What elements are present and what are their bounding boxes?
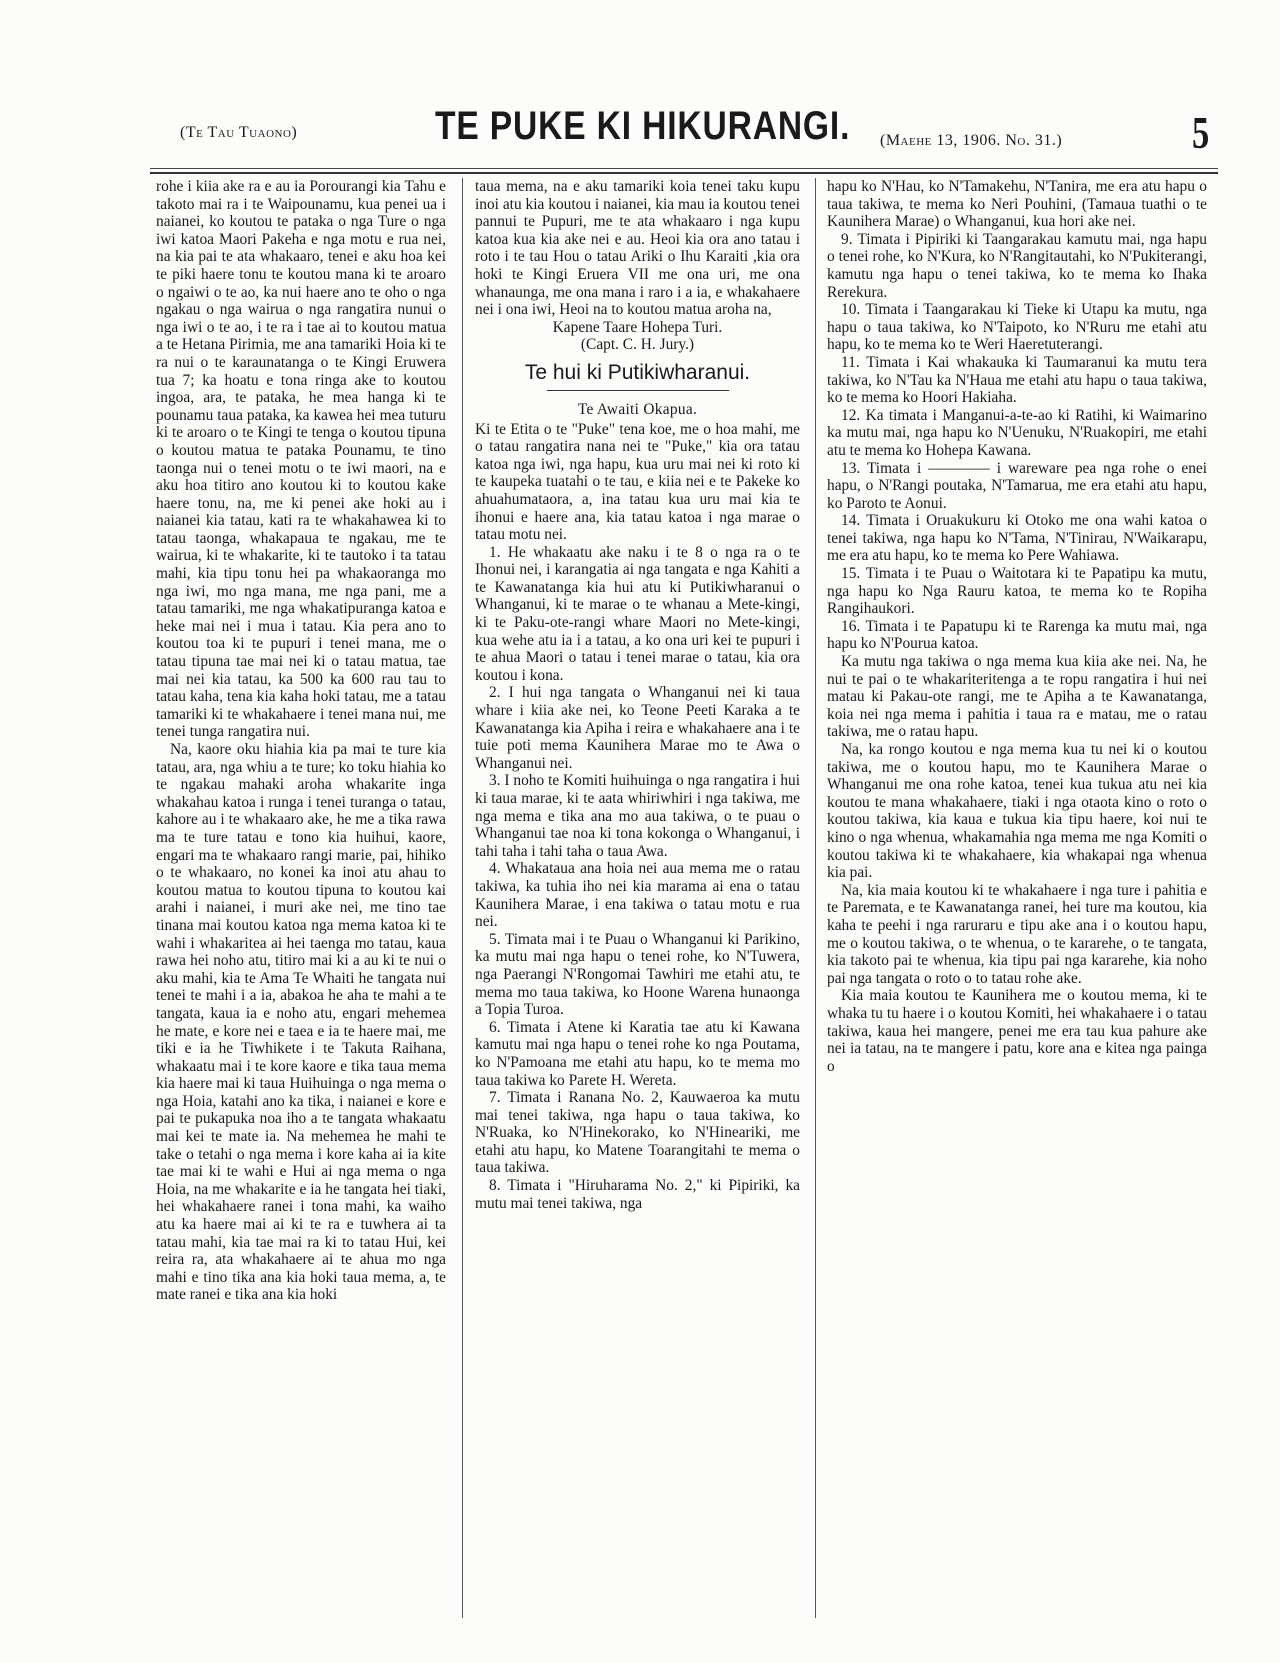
article-subheading: Te Awaiti Okapua. (577, 400, 698, 418)
article-paragraph: Ki te Etita o te "Puke" tena koe, me o hoa mahi, me o tatau rangatira nana nei te "Puke," kia ora tatau katoa nga iwi, nga hapu, kua uru mai nei ki roto ki te kaupeka tuatahi o te tau, e kiia nei e te Pakeke ko ahuahumataora, a, ina tatau kua uru mai kia te ihonui e haere ana, kia tatau katoa i nga marae o tatau motu nei. (475, 420, 800, 544)
column-divider (462, 178, 463, 1618)
article-paragraph: 3. I noho te Komiti huihuinga o nga rangatira i hui ki taua marae, ki te aata whiriwhiri i nga takiwa, me nga mema e tika ana mo aua takiwa, o te puau o Whanganui tae noa ki tona kokonga o Whanganui, i tahi taha i tahi taha o taua Awa. (475, 772, 800, 860)
column-3-paragraph: 14. Timata i Oruakukuru ki Otoko me ona wahi katoa o tenei takiwa, nga hapu ko N'Tama, N'Tinirau, N'Waikarapu, me era atu hapu, ko te mema ko Pere Wahiawa. (827, 512, 1207, 565)
page-number: 5 (1192, 107, 1210, 158)
column-3-paragraph: 11. Timata i Kai whakauka ki Taumaranui ka mutu tera takiwa, ko N'Tau ka N'Haua me etahi atu hapu o taua takiwa, ko te mema ko Hoori Hakiaha. (827, 353, 1207, 407)
masthead (150, 104, 1220, 164)
column-3-paragraph: 13. Timata i ———— i wareware pea nga rohe o enei hapu, o N'Rangi poutaka, N'Tamarua, me era etahi atu hapu, ko Paroto te Aonui. (827, 459, 1207, 512)
article-paragraph: 5. Timata mai i te Puau o Whanganui ki Parikino, ka mutu mai nga hapu o tenei rohe, ko N'Tuwera, nga Paerangi N'Rongomai Tawhiri me etahi atu, te mema mo taua takiwa, ko Hoone Warena hunaonga a Topia Turoa. (475, 930, 800, 1019)
header-rule-thick (150, 172, 1218, 174)
newspaper-title: TE PUKE KI HIKURANGI. (435, 104, 851, 148)
column-3-paragraph: 9. Timata i Pipiriki ki Taangarakau kamutu mai, nga hapu o tenei rohe, ko N'Kura, ko N'Rangitautahi, ko N'Pukiterangi, kamutu nga hapu o tenei takiwa, ko te mema ko Ihaka Rerekura. (827, 230, 1207, 301)
column-divider (815, 178, 816, 1618)
article-heading: Te hui ki Putikiwharanui. (524, 360, 751, 384)
column-1 (156, 178, 446, 1618)
column-3 (827, 178, 1207, 1618)
heading-rule (547, 390, 729, 391)
column-3-paragraph: Na, ka rongo koutou e nga mema kua tu nei ki o koutou takiwa, me o koutou hapu, mo te Kaunihera Marae o Whanganui me ona rohe katoa, tenei kua tukua atu nei kia koutou te mana whakahaere, tiaki i nga otaota kino o roto o koutou takiwa, kia kaua e tukua kia tipu haere, koi nui te kino o nga whenua, whakamahia nga mema me nga Komiti o koutou takiwa ki te whakahaere, kia whakapai nga whenua kia pai. (827, 741, 1207, 882)
column-3-paragraph: 10. Timata i Taangarakau ki Tieke ki Utapu ka mutu, nga hapu o taua takiwa, ko N'Taipoto, ko N'Ruru me etahi atu hapu, ko te mema ko te Weri Haeretuterangi. (827, 301, 1207, 354)
column-2 (475, 178, 800, 1618)
issue-date: (Maehe 13, 1906. No. 31.) (880, 132, 1063, 149)
column-3-paragraph: Ka mutu nga takiwa o nga mema kua kiia ake nei. Na, he nui te pai o te whakariteritenga a te ropu rangatira i hui nei matau ki Pakau-ote rangi, me te Apiha a te Kawanatanga, koia nei nga mema i pahitia i taua ra e matau, me o ratau takiwa, me o ratau hapu. (827, 653, 1207, 741)
column-1-paragraph: Na, kaore oku hiahia kia pa mai te ture kia tatau, ara, nga whiu a te ture; ko toku hiahia ko te ngakau mahaki aroha whakarite inga whakahau katoa i runga i tenei turanga o tatau, kahore au i te whakaaro ake, he me a tika rawa ma te ture tatau e tono kia huihui, kaore, engari ma te whakaaro rangi marie, pai, hihiko o te whakaaro, no konei ka inoi atu ahau to koutou matua to koutou tipuna to koutou kai arahi i naianei, i muri ake nei, me tino tae tinana mai koutou katoa nga mema katoa ki te wahi i whakaritea ai hei taenga mo tatau, kaua rawa hei noho atu, titiro mai ki a au ki te nui o aku mahi, kia te Ama Te Whaiti he tangata nui tenei te mahi i a ia, abakoa he aha te mahi a te tangata, kaua ia e noho atu, engari mehemea he mate, e kore nei e taea e ia te haere mai, me tiki e ia he Tiwhikete i te Takuta Raihana, whakaatu mai i te kore kaore e tika taua mema kia haere mai ki taua Huihuinga o nga mema o nga Hoia, katahi ano ka tika, i naianei e kore e pai te pukapuka noa iho a te tangata whakaatu mai kei te mate ia. Na mehemea he mahi te take o tetahi o nga mema i kore kaha ai ia kite tae mai ki te wahi e Hui ai nga mema o nga Hoia, na me whakarite e ia he tangata hei tiaki, hei whakahaere ranei i tona mahi, ka waiho atu ka haere mai ai ki te ra e tuwhera ai ta tatau mahi, kia tae mai ra ki to tatau Hui, kei reira ra, ata whakahaere ai te ahua mo nga mahi e tino tika ana kia hoki taua mema, a, te mate ranei e tika ana kia hoki (156, 741, 446, 1304)
column-3-paragraph: Kia maia koutou te Kaunihera me o koutou mema, ki te whaka tu tu haere i o koutou Komiti, hei whakahaere i o tatau takiwa, kaua hei mangere, penei me era tau kua pahure ake nei ia tatau, na te mangere i patu, kore ana e kitea nga painga o (827, 987, 1207, 1075)
column-3-paragraph: Na, kia maia koutou ki te whakahaere i nga ture i pahitia e te Paremata, e te Kawanatanga ranei, hei ture ma koutou, kia kaha te peehi i nga raruraru e tipu ake ana i o koutou hapu, me o koutou takiwa, o te whenua, o te kararehe, o te tangata, kia takoto pai te whenua, kia tipu pai nga kararehe, kia noho pai nga tangata o roto o to tatau rohe ake. (827, 881, 1207, 987)
article-paragraph: 6. Timata i Atene ki Karatia tae atu ki Kawana kamutu mai nga hapu o tenei rohe ko nga Poutama, ko N'Pamoana me etahi atu hapu, ko te mema mo taua takiwa ko Parete H. Wereta. (475, 1018, 800, 1089)
article-paragraph: 2. I hui nga tangata o Whanganui nei ki taua whare i kiia ake nei, ko Teone Peeti Karaka a te Kawanatanga kia Apiha i reira e whakahaere ana i te tuie poti mema Kaunihera Marae mo te Awa o Whanganui nei. (475, 684, 800, 772)
signature: Kapene Taare Hohepa Turi. (552, 318, 723, 336)
article-paragraph: 4. Whakataua ana hoia nei aua mema me o ratau takiwa, ka tuhia iho nei kia marama ai ena o tatau Kaunihera Marae, i ena takiwa o tatau motu e rua nei. (475, 860, 800, 931)
column-3-paragraph: 15. Timata i te Puau o Waitotara ki te Papatipu ka mutu, nga hapu ko Nga Rauru katoa, te mema ko te Ropiha Rangihaukori. (827, 565, 1207, 618)
article-paragraph: 1. He whakaatu ake naku i te 8 o nga ra o te Ihonui nei, i karangatia ai nga tangata e nga Kahiti a te Kawanatanga kia hui atu ki Putikiwharanui o Whanganui, ki te marae o te whanau a Mete-kingi, ki te Paku-ote-rangi whare Maori no Mete-kingi, kua wehe atu ia i a tatau, a ko ona uri kei te pupuri i te ahua Maori o tatau i tenei marae o tatau, kia ora koutou i kona. (475, 543, 800, 684)
signature-english: (Capt. C. H. Jury.) (580, 336, 695, 354)
volume-label: (Te Tau Tuaono) (180, 124, 298, 141)
column-1-paragraph: rohe i kiia ake ra e au ia Porourangi kia Tahu e takoto mai ra i te Waipounamu, kua penei ua i naianei, ko koutou te pataka o nga Ture o nga iwi katoa Maori Pakeha e nga motu e rua nei, na kia pai te ata whakaaro, tenei e aku hoa kei te piki haere tonu te koutou mana ki te aroaro o ngaiwi o te ao, ka nui haere ano te oho o nga ngakau o nga wairua o nga rangatira nunui o nga iwi o te ao, i te ra i tae ai to koutou matua a te Hetana Pirimia, me ana tamariki Hoia ki te ra nui o te karaunatanga o te Kingi Eruwera tua 7; ka hoatu e tona ringa ake to koutou ingoa, ara, te pataka, he mea hanga ki te pounamu taua pataka, ka kawea hei mea tuturu ki te aroaro o te Kingi te tenga o koutou tipuna o koutou matua te pataka Pounamu, te tino taonga nui o tenei motu o te iwi maori, na e aku hoa titiro ano koutou ki to koutou kake haere tonu, na, me ki penei ake hoki au i naianei kia tatau, kati ra te whakahawea ki to tatau taonga, whakapaua te ngakau, me te wairua, ki te whakarite, ki te tautoko i ta tatau mahi, kia tipu tonu hei pa whakaoranga mo nga iwi, mo nga mana, me nga pani, me a tatau tamariki, me nga whakatipuranga katoa e heke mai nei i mua i tatau. Kia pera ano to koutou toa ki te pupuri i tenei mana, me o tatau tipuna tae mai nei ki o tatau matua, tae mai nei kia tatau, ka 500 ka 600 rau tau to tatau kaha, tena kia kaha hoki tatau, me a tatau tamariki ki te whakahaere i tenei mana nui, me tenei tunga rangatira nui. (156, 178, 446, 741)
column-3-paragraph: 12. Ka timata i Manganui-a-te-ao ki Ratihi, ki Waimarino ka mutu mai, nga hapu ko N'Uenuku, N'Ruakopiri, me etahi atu te mema ko Hohepa Kawana. (827, 406, 1207, 459)
column-3-paragraph: 16. Timata i te Papatupu ki te Rarenga ka mutu mai, nga hapu ko N'Pourua katoa. (827, 617, 1207, 653)
article-paragraph: 7. Timata i Ranana No. 2, Kauwaeroa ka mutu mai tenei takiwa, nga hapu o taua takiwa, ko N'Ruaka, ko N'Hinekorako, ko N'Hineariki, me etahi atu hapu, ko Matene Toarangitahi te mema o taua takiwa. (475, 1089, 800, 1177)
letter-closing: taua mema, na e aku tamariki koia tenei taku kupu inoi atu kia koutou i naianei, kia mau ia koutou tenei pannui te Pupuri, me te ata whakaaro i nga kupu katoa kua kia ake nei e au. Heoi kia ora ano tatau i roto i te tau Hou o tatau Ariki o Ihu Karaiti ,kia ora hoki te Kingi Eruera VII me ona uri, me ona whanaunga, me ona mana i raro i a ia, e whakahaere nei i ona iwi, Heoi na to koutou matua aroha na, (475, 178, 800, 319)
column-3-paragraph: hapu ko N'Hau, ko N'Tamakehu, N'Tanira, me era atu hapu o taua takiwa, te mema ko Neri Pouhini, (Tamaua tuathi o te Kaunihera Marae) o Whanganui, kua hori ake nei. (827, 178, 1207, 231)
article-paragraph: 8. Timata i "Hiruharama No. 2," ki Pipiriki, ka mutu mai tenei takiwa, nga (475, 1177, 800, 1212)
header-rule (150, 168, 1218, 169)
